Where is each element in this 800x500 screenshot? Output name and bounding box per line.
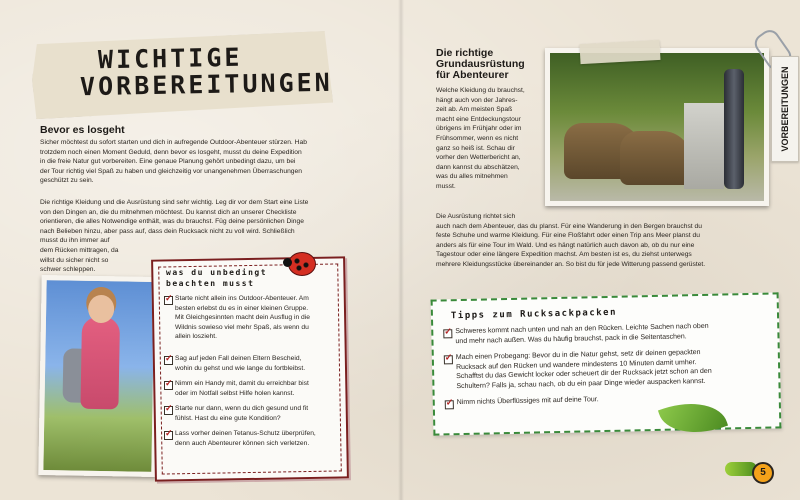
text-line: Die richtige Kleidung und die Ausrüstung sind sehr wichtig. Leg dir vor dem Start eine Liste	[40, 199, 309, 206]
checkmark-icon	[164, 431, 173, 440]
cloth-shape	[684, 103, 724, 189]
child-shape	[80, 317, 120, 410]
ladybug-icon	[288, 252, 316, 276]
tips-title: Tipps zum Rucksackpacken	[450, 307, 618, 322]
text-line: schwer schleppen.	[40, 266, 96, 274]
checkmark-icon	[164, 381, 173, 390]
text-line: musst du ihn immer auf	[40, 237, 110, 245]
checkmark-icon	[164, 356, 173, 365]
section-heading-bevor: Bevor es losgeht	[40, 124, 125, 136]
child-hiker-photo	[38, 275, 159, 477]
page-number: 5	[752, 462, 774, 484]
tip-item: Mach einen Probegang: Bevor du in die Natur gehst, setz dir deinen gepackten Rucksack auf den Rücken und wandere mindestens 10 Minuten damit umher. Schafftst du das Gewicht locker oder scheuert dir der Rucksack jetzt schon an den Schultern? Falls ja, schau nach, ob du ein paar Dinge wieder auspacken kannst.	[455, 349, 712, 390]
checklist-title-line2: beachten musst	[166, 279, 255, 288]
checkmark-icon	[164, 406, 173, 415]
text-line: nach Belieben hinzu, aber pass auf, dass dein Rucksack nicht zu voll wird. Schließlich	[40, 227, 295, 235]
checklist-item: Nimm ein Handy mit, damit du erreichbar bist oder im Notfall selbst Hilfe holen kannst.	[175, 380, 309, 397]
page-gutter	[398, 0, 404, 500]
checklist-item: Starte nur dann, wenn du dich gesund und fit fühlst. Hast du eine gute Kondition?	[175, 405, 309, 422]
text-line: der Tour richtig viel Spaß zu haben und gleichzeitig vor unangenehmen Überraschungen	[40, 167, 302, 175]
text-line: geschützt zu sein.	[40, 177, 94, 185]
text-line: orientieren, die alles Notwendige enthält, was du brauchst. Füg deine persönlichen Dinge	[40, 218, 304, 226]
checkmark-icon	[445, 400, 454, 409]
text-line: von den Dingen an, die du mitnehmen möchtest. Du kannst dich an unserer Checkliste	[40, 208, 297, 216]
checklist-item: Starte nicht allein ins Outdoor-Abenteuer. Am besten erlebst du es in einer kleinen Gruppe. Mit Gleichgesinnten macht dein Ausflug in die Wildnis sowieso viel mehr Spaß, als wenn du allein loszieht.	[175, 295, 310, 341]
tip-item: Schweres kommt nach unten und nah an den Rücken. Leichte Sachen nach oben und mehr nach außen. Was du häufig brauchst, pack in die Seitentaschen.	[455, 322, 709, 345]
paragraph-clothing: Welche Kleidung du brauchst, hängt auch von der Jahres- zeit ab. Am meisten Spaß macht eine Entdeckungstour übrigens im Frühjahr oder im Frühsommer, wenn es nicht ganz so heiß ist. Schau dir vorher den Wetterbericht an, dann kannst du abschätzen, was du alles mitnehmen musst.	[436, 87, 525, 190]
checklist-item: Sag auf jeden Fall deinen Eltern Bescheid, wohin du gehst und wie lange du fortbleibst.	[175, 355, 306, 372]
thermos-shape	[724, 69, 744, 189]
text-line: in die freie Natur gut vorbereiten. Eine genaue Planung gehört unbedingt dazu, um bei	[40, 158, 296, 166]
tape-strip	[580, 40, 661, 64]
checklist-item: Lass vorher deinen Tetanus-Schutz überprüfen, denn auch Abenteurer können sich verletzen.	[175, 430, 316, 447]
boot-shape	[620, 131, 692, 185]
tip-item: Nimm nichts Überflüssiges mit auf deine Tour.	[456, 396, 599, 407]
page-title-line1: WICHTIGE	[97, 42, 243, 75]
tips-box	[431, 292, 782, 435]
text-line: willst du sicher nicht so	[40, 256, 109, 264]
checkmark-icon	[164, 296, 173, 305]
checkmark-icon	[443, 329, 452, 338]
checkmark-icon	[444, 355, 453, 364]
paragraph-gear: Die Ausrüstung richtet sich auch nach dem Abenteuer, das du planst. Für eine Wanderung in den Bergen brauchst du feste Schuhe und warme Kleidung. Für eine Floßfahrt oder einen Trip ans Meer planst du anders als für eine Tour im Wald. Und es hängt natürlich auch davon ab, ob du nur eine Tagestour oder eine längere Expedition machst. Am besten ist es, du ziehst unterwegs mehrere Kleidungsstücke übereinander an. So bist du für jede Witterung passend gerüstet.	[436, 213, 706, 268]
section-heading-grundausruestung: Die richtige Grundausrüstung für Abenteurer	[436, 47, 525, 81]
paragraph-intro	[40, 138, 380, 186]
text-line: Sicher möchtest du sofort starten und dich in aufregende Outdoor-Abenteuer stürzen. Hab	[40, 139, 307, 146]
hiking-boots-photo	[545, 48, 769, 206]
text-line: dem Rücken mittragen, da	[40, 246, 119, 254]
text-line: trotzdem noch einen Moment Geduld, denn bevor es losgeht, musst du deine Expedition	[40, 148, 302, 156]
chapter-tab: VORBEREITUNGEN	[771, 56, 799, 162]
checklist-title-line1: was du unbedingt	[166, 268, 268, 277]
page-title-line2: VORBEREITUNGEN	[79, 67, 333, 102]
